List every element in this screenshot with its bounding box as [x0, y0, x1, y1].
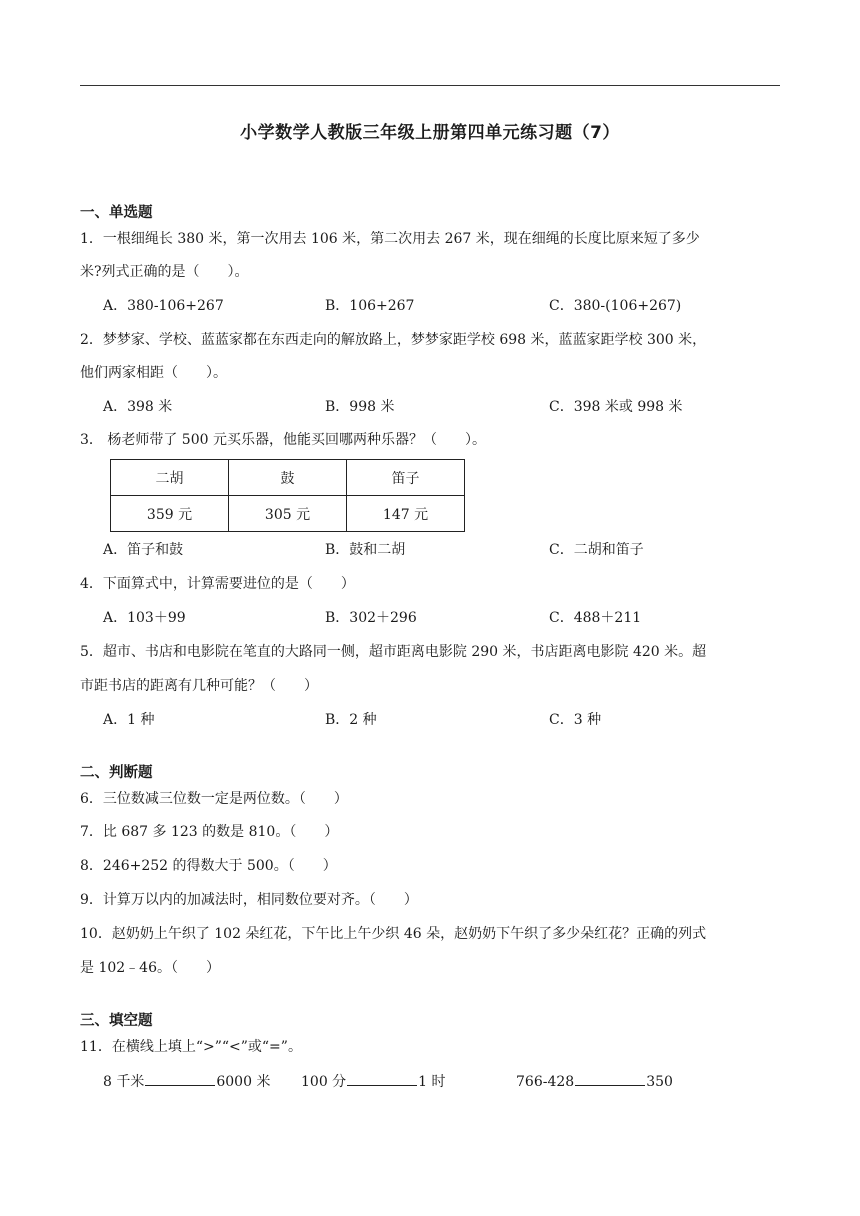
item-1-right: 6000 米 — [216, 1074, 271, 1090]
question-8: 8．246+252 的得数大于 500。（ ） — [80, 858, 337, 874]
question-5-option-a[interactable]: A．1 种 — [103, 712, 155, 728]
question-4-option-a[interactable]: A．103＋99 — [103, 610, 186, 626]
question-10-line-2: 是 102﹣46。（ ） — [80, 960, 220, 976]
question-2-option-a[interactable]: A．398 米 — [103, 399, 173, 415]
table-cell-flute-price: 147 元 — [347, 496, 465, 532]
question-1-line-2: 米?列式正确的是（ ）。 — [80, 264, 249, 280]
item-2-left: 100 分 — [301, 1074, 347, 1090]
question-11-item-1 — [103, 1071, 270, 1092]
table-cell-drum-price: 305 元 — [229, 496, 347, 532]
question-5-line-2: 市距书店的距离有几种可能？（ ） — [80, 678, 318, 694]
question-1-option-a[interactable]: A．380-106+267 — [103, 298, 224, 314]
question-1-option-c[interactable]: C．380-(106+267) — [549, 298, 682, 314]
table-row — [111, 496, 465, 532]
question-3-option-a[interactable]: A．笛子和鼓 — [103, 542, 184, 558]
question-4-line-1: 4．下面算式中，计算需要进位的是（ ） — [80, 576, 355, 592]
section-heading-true-false: 二、判断题 — [80, 765, 153, 781]
answer-blank-3[interactable] — [575, 1071, 645, 1086]
header-rule — [80, 85, 780, 86]
question-3-option-b[interactable]: B．鼓和二胡 — [325, 542, 406, 558]
question-2-line-2: 他们两家相距（ ）。 — [80, 365, 227, 381]
answer-blank-2[interactable] — [347, 1071, 417, 1086]
section-heading-fill-in: 三、填空题 — [80, 1013, 153, 1029]
section-heading-single-choice: 一、单选题 — [80, 205, 153, 221]
item-2-right: 1 时 — [418, 1074, 446, 1090]
question-2-line-1: 2．梦梦家、学校、蓝蓝家都在东西走向的解放路上，梦梦家距学校 698 米，蓝蓝家距学校 300 米， — [80, 332, 707, 348]
table-header-erhu: 二胡 — [111, 460, 229, 496]
item-3-left: 766-428 — [516, 1074, 575, 1090]
question-11-item-3 — [516, 1071, 673, 1092]
item-3-right: 350 — [646, 1074, 673, 1090]
question-2-option-b[interactable]: B．998 米 — [325, 399, 395, 415]
question-10-line-1: 10．赵奶奶上午织了 102 朵红花，下午比上午少织 46 朵，赵奶奶下午织了多少朵红花？正确的列式 — [80, 926, 707, 942]
page-title: 小学数学人教版三年级上册第四单元练习题（7） — [240, 123, 620, 143]
question-5-line-1: 5．超市、书店和电影院在笔直的大路同一侧，超市距离电影院 290 米，书店距离电影院 420 米。超 — [80, 644, 707, 660]
question-5-option-b[interactable]: B．2 种 — [325, 712, 377, 728]
table-row — [111, 460, 465, 496]
question-9: 9．计算万以内的加减法时，相同数位要对齐。（ ） — [80, 892, 418, 908]
question-4-option-c[interactable]: C．488＋211 — [549, 610, 642, 626]
instrument-price-table — [110, 459, 465, 532]
question-7: 7．比 687 多 123 的数是 810。（ ） — [80, 824, 339, 840]
question-11-line-1: 11．在横线上填上“>”“<”或“=”。 — [80, 1039, 302, 1055]
question-6: 6．三位数减三位数一定是两位数。（ ） — [80, 791, 348, 807]
question-5-option-c[interactable]: C．3 种 — [549, 712, 602, 728]
question-11-item-2 — [301, 1071, 446, 1092]
table-cell-erhu-price: 359 元 — [111, 496, 229, 532]
question-2-option-c[interactable]: C．398 米或 998 米 — [549, 399, 683, 415]
question-3-line-1: 3． 杨老师带了 500 元买乐器，他能买回哪两种乐器？（ ）。 — [80, 432, 486, 448]
question-1-line-1: 1．一根细绳长 380 米，第一次用去 106 米，第二次用去 267 米，现在细绳的长度比原来短了多少 — [80, 231, 700, 247]
table-header-flute: 笛子 — [347, 460, 465, 496]
item-1-left: 8 千米 — [103, 1074, 145, 1090]
question-1-option-b[interactable]: B．106+267 — [325, 298, 415, 314]
question-4-option-b[interactable]: B．302＋296 — [325, 610, 417, 626]
answer-blank-1[interactable] — [145, 1071, 215, 1086]
question-3-option-c[interactable]: C．二胡和笛子 — [549, 542, 644, 558]
table-header-drum: 鼓 — [229, 460, 347, 496]
